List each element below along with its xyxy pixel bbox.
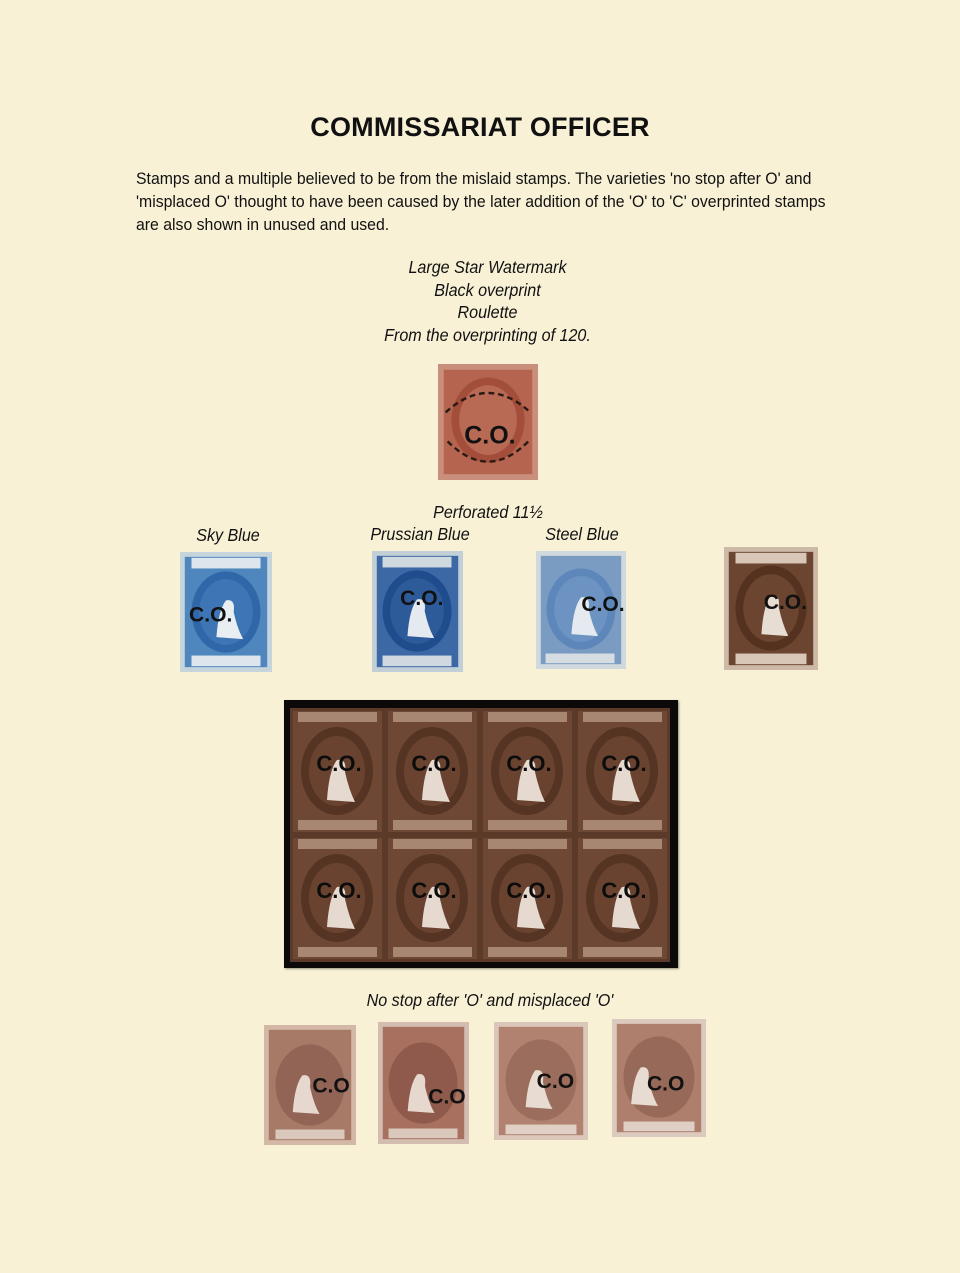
overprint-text: C.O. [506, 878, 552, 903]
page-title: COMMISSARIAT OFFICER [310, 112, 650, 142]
block-stamp [385, 708, 480, 835]
stamp-variety-4 [610, 1017, 708, 1139]
overprint-text: C.O. [400, 587, 444, 611]
stamp-roulette-red [436, 362, 540, 482]
perforated-heading: Perforated 11½ [433, 502, 543, 522]
stamp-steel-blue [534, 549, 628, 671]
caption-line: Black overprint [434, 279, 541, 300]
stamp-variety-1 [262, 1023, 358, 1147]
stamp-variety-3 [492, 1020, 590, 1142]
label-prussian-blue: Prussian Blue [370, 524, 470, 544]
block-stamp [575, 708, 670, 835]
caption-line: Roulette [457, 302, 518, 322]
intro-line: Stamps and a multiple believed to be from the mislaid stamps. The varieties 'no stop after O' and [136, 169, 812, 188]
overprint-text: C.O. [763, 590, 808, 615]
block-stamp [290, 708, 385, 835]
label-steel-blue: Steel Blue [545, 524, 619, 544]
block-stamp [480, 708, 575, 835]
overprint-text: C.O. [601, 751, 647, 776]
overprint-text: C.O. [601, 878, 647, 903]
stamp-variety-2 [376, 1020, 471, 1146]
variety-heading: No stop after 'O' and misplaced 'O' [366, 990, 614, 1010]
label-sky-blue: Sky Blue [196, 525, 260, 545]
overprint-text: C.O. [464, 421, 516, 450]
intro-paragraph [136, 167, 843, 236]
intro-line: 'misplaced O' thought to have been caused by the later addition of the 'O' to 'C' overprinted stamps [136, 192, 826, 211]
roulette-caption [343, 256, 633, 346]
overprint-text: C.O. [506, 751, 552, 776]
overprint-text: C.O [646, 1072, 685, 1096]
block-stamp [480, 835, 575, 962]
overprint-text: C.O. [411, 751, 457, 776]
overprint-text: C.O. [189, 603, 233, 627]
block-stamp [575, 835, 670, 962]
overprint-text: C.O. [316, 878, 362, 903]
stamp-prussian-blue [370, 549, 465, 674]
caption-line: Large Star Watermark [408, 257, 567, 277]
block-stamp [290, 835, 385, 962]
block-of-eight [284, 700, 678, 968]
overprint-text: C.O [428, 1085, 466, 1109]
block-stamp [385, 835, 480, 962]
stamp-brown-single [722, 545, 820, 672]
caption-line: From the overprinting of 120. [384, 324, 591, 345]
stamp-sky-blue [178, 550, 274, 674]
overprint-text: C.O [536, 1069, 575, 1093]
overprint-text: C.O [312, 1074, 350, 1098]
overprint-text: C.O. [316, 751, 362, 776]
overprint-text: C.O. [581, 592, 625, 616]
overprint-text: C.O. [411, 878, 457, 903]
intro-line: are also shown in unused and used. [136, 215, 390, 234]
